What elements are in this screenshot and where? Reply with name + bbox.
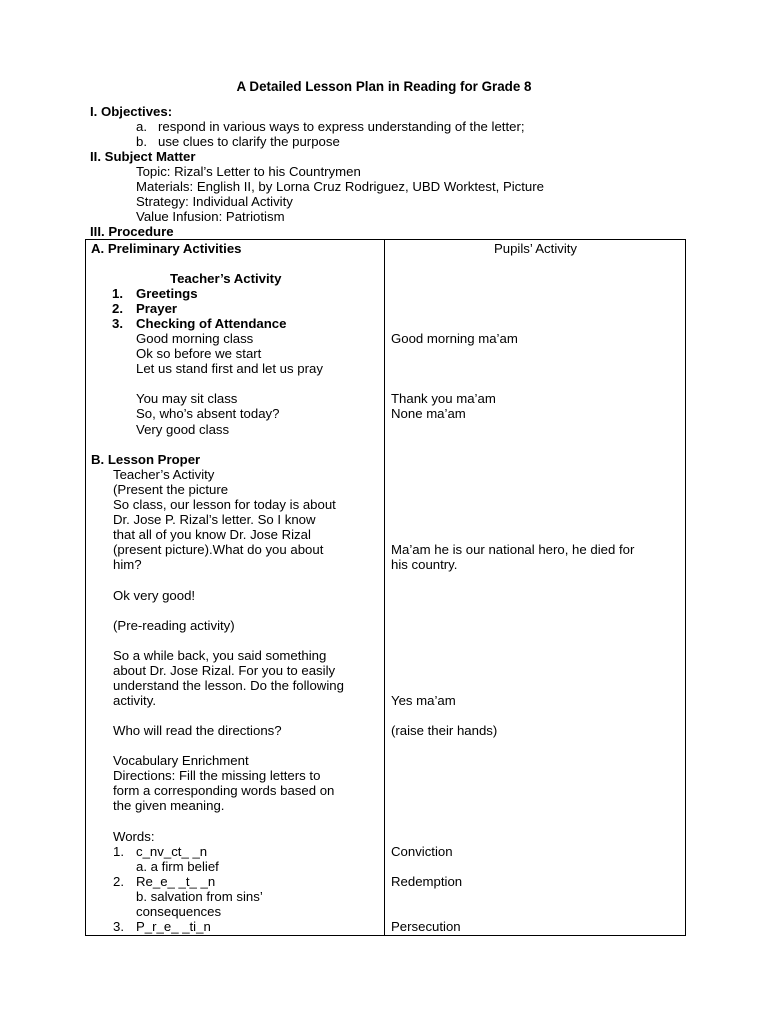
- procedure-heading: III. Procedure: [90, 224, 174, 239]
- procedure-table: [85, 239, 686, 936]
- document-title: A Detailed Lesson Plan in Reading for Grade 8: [236, 79, 532, 94]
- teacher-line: Ok so before we start: [136, 346, 262, 361]
- teacher-line: that all of you know Dr. Jose Rizal: [113, 527, 311, 542]
- teacher-line: about Dr. Jose Rizal. For you to easily: [113, 663, 336, 678]
- teacher-line: Ok very good!: [113, 588, 196, 603]
- word-number: 2.: [113, 874, 124, 889]
- teacher-line: form a corresponding words based on: [113, 783, 335, 798]
- pupil-line: Thank you ma’am: [391, 391, 496, 406]
- word-puzzle: Re_e_ _t_ _n: [136, 874, 216, 889]
- teacher-activity-column: [86, 240, 385, 936]
- teacher-line: Very good class: [136, 422, 230, 437]
- subject-matter-details: [136, 164, 544, 224]
- teacher-line: You may sit class: [136, 391, 238, 406]
- objective-letter: a.: [136, 119, 147, 134]
- word-number: 1.: [113, 844, 124, 859]
- word-meaning: consequences: [136, 904, 222, 919]
- teacher-line: So a while back, you said something: [113, 648, 327, 663]
- objective-text: use clues to clarify the purpose: [158, 134, 340, 149]
- pupil-line: Good morning ma’am: [391, 331, 518, 346]
- step-checking-attendance: Checking of Attendance: [136, 316, 287, 331]
- teacher-line: Vocabulary Enrichment: [113, 753, 249, 768]
- teacher-line: activity.: [113, 693, 156, 708]
- teacher-line: So class, our lesson for today is about: [113, 497, 336, 512]
- teacher-line: So, who’s absent today?: [136, 406, 280, 421]
- objective-letter: b.: [136, 134, 147, 149]
- pupil-line: his country.: [391, 557, 458, 572]
- subject-topic: Topic: Rizal’s Letter to his Countrymen: [136, 164, 361, 179]
- pupil-line: (raise their hands): [391, 723, 498, 738]
- teacher-line: Let us stand first and let us pray: [136, 361, 323, 376]
- pupils-activity-column: [385, 240, 686, 936]
- pupil-line: Yes ma’am: [391, 693, 456, 708]
- teacher-line: the given meaning.: [113, 798, 225, 813]
- subject-strategy: Strategy: Individual Activity: [136, 194, 293, 209]
- teacher-line: Teacher’s Activity: [113, 467, 215, 482]
- step-number: 3.: [112, 316, 123, 331]
- teachers-activity-heading: Teacher’s Activity: [170, 271, 282, 286]
- teacher-line: Who will read the directions?: [113, 723, 282, 738]
- teacher-line: (Pre-reading activity): [113, 618, 235, 633]
- pupils-activity-header: Pupils’ Activity: [493, 241, 578, 256]
- objectives-heading: I. Objectives:: [90, 104, 173, 119]
- pupil-line: None ma’am: [391, 406, 466, 421]
- word-answer: Redemption: [391, 874, 463, 889]
- objective-text: respond in various ways to express understanding of the letter;: [158, 119, 525, 134]
- word-meaning: a. a firm belief: [136, 859, 219, 874]
- words-label: Words:: [113, 829, 155, 844]
- teacher-line: him?: [113, 557, 142, 572]
- lesson-proper-heading: B. Lesson Proper: [91, 452, 201, 467]
- step-number: 1.: [112, 286, 123, 301]
- step-prayer: Prayer: [136, 301, 178, 316]
- step-number: 2.: [112, 301, 123, 316]
- teacher-line: Dr. Jose P. Rizal’s letter. So I know: [113, 512, 316, 527]
- word-puzzle: c_nv_ct_ _n: [136, 844, 208, 859]
- teacher-line: understand the lesson. Do the following: [113, 678, 344, 693]
- word-puzzle: P_r_e_ _ti_n: [136, 919, 211, 934]
- word-meaning: b. salvation from sins’: [136, 889, 263, 904]
- teacher-line: (present picture).What do you about: [113, 542, 324, 557]
- teacher-line: Good morning class: [136, 331, 254, 346]
- teacher-line: (Present the picture: [113, 482, 229, 497]
- word-answer: Conviction: [391, 844, 453, 859]
- subject-materials: Materials: English II, by Lorna Cruz Rodriguez, UBD Worktest, Picture: [136, 179, 544, 194]
- subject-matter-heading: II. Subject Matter: [90, 149, 196, 164]
- pupil-line: Ma’am he is our national hero, he died for: [391, 542, 635, 557]
- word-number: 3.: [113, 919, 124, 934]
- word-answer: Persecution: [391, 919, 461, 934]
- subject-value-infusion: Value Infusion: Patriotism: [136, 209, 285, 224]
- teacher-line: Directions: Fill the missing letters to: [113, 768, 321, 783]
- step-greetings: Greetings: [136, 286, 198, 301]
- preliminary-activities-heading: A. Preliminary Activities: [91, 241, 242, 256]
